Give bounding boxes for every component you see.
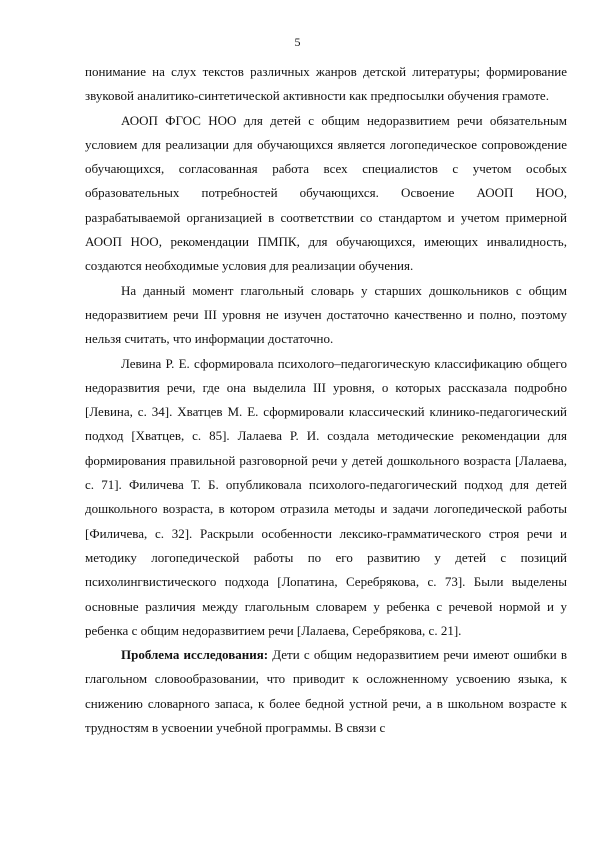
- paragraph-current-moment: На данный момент глагольный словарь у старших дошкольников с общим недоразвитием речи III уровня не изучен достаточно качественно и полно, поэтому нельзя считать, что информации достаточно.: [85, 282, 567, 347]
- paragraph-aoop: АООП ФГОС НОО для детей с общим недоразвитием речи обязательным условием для реализации для обучающихся является логопедическое сопровождение обучающихся, согласованная работа всех специалистов с учетом особых образовательных потребностей обучающихся. Освоение АООП НОО, разрабатываемой организацией в соответствии со стандартом и учетом примерной АООП НОО, рекомендации ПМПК, для обучающихся, имеющих инвалидность, создаются необходимые условия для реализации обучения.: [85, 112, 567, 274]
- page-number: 5: [294, 35, 301, 49]
- page-body: [85, 60, 567, 740]
- research-problem-heading: Проблема исследования:: [121, 647, 269, 663]
- paragraph-continuation: понимание на слух текстов различных жанров детской литературы; формирование звуковой аналитико-синтетической активности как предпосылки обучения грамоте.: [85, 64, 567, 104]
- paragraph-literature-review: Левина Р. Е. сформировала психолого–педагогическую классификацию общего недоразвития речи, где она выделила III уровня, о которых рассказала подробно [Левина, с. 34]. Хватцев М. Е. сформировали классический клинико-педагогический подход [Хватцев, с. 85]. Лалаева Р. И. создала методические рекомендации для формирования правильной разговорной речи у детей дошкольного возраста [Лалаева, с. 71]. Филичева Т. Б. опубликовала психолого-педагогический подход для детей дошкольного возраста, в котором отразила методы и задачи логопедической работы [Филичева, с. 32]. Раскрыли особенности лексико-грамматического строя речи и методику логопедической работы по его развитию у детей с позиций психолингвистического подхода [Лопатина, Серебрякова, с. 73]. Были выделены основные различия между глагольным словарем у ребенка с речевой нормой и у ребенка с общим недоразвитием речи [Лалаева, Серебрякова, с. 21].: [85, 355, 567, 638]
- research-problem-text: Дети с общим недоразвитием речи имеют ошибки в глагольном словообразовании, что приводит к осложненному усвоению языка, к снижению словарного запаса, к более бедной устной речи, а в школьном возрасте к трудностям в усвоении учебной программы. В связи с: [85, 647, 567, 736]
- paragraph-research-problem: [85, 643, 567, 740]
